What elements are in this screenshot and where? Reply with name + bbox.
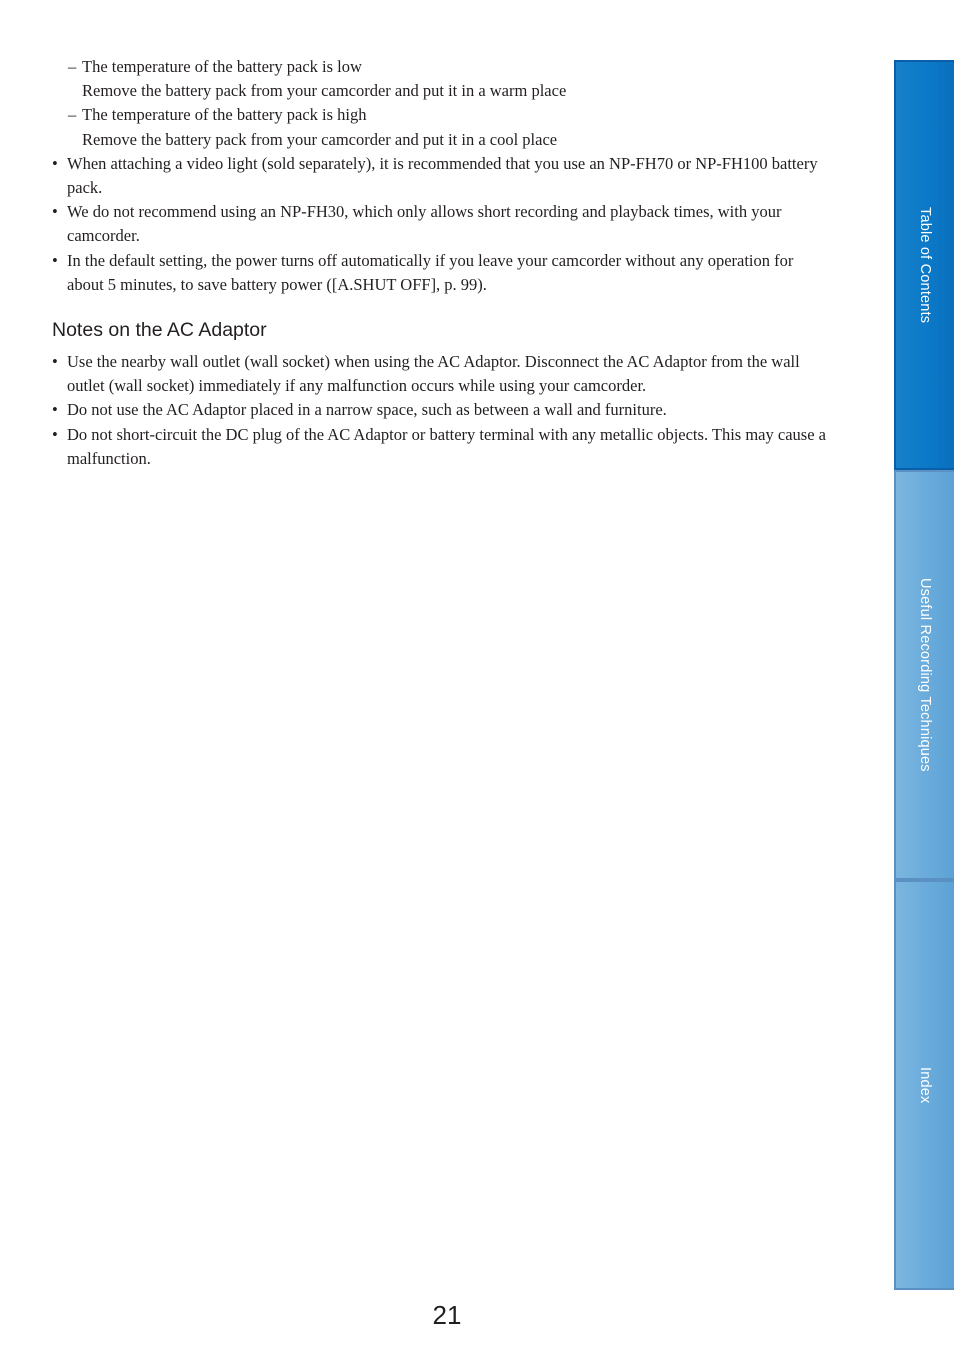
bullet-text: Do not short-circuit the DC plug of the AC Adaptor or battery terminal with any metallic objects. This may cause a malfunction.: [67, 424, 826, 468]
tab-label: Table of Contents: [917, 206, 933, 324]
bullet-text: When attaching a video light (sold separately), it is recommended that you use an NP-FH70 or NP-FH100 battery pack.: [67, 153, 818, 198]
dash-marker: –: [68, 57, 77, 76]
bullet-text: Use the nearby wall outlet (wall socket) when using the AC Adaptor. Disconnect the AC Adaptor from the wall outlet (wall socket) immediately if any malfunction occurs while using your camcorder.: [67, 352, 800, 396]
note-detail: Remove the battery pack from your camcorder and put it in a warm place: [82, 81, 567, 101]
note-title: The temperature of the battery pack is high: [82, 105, 367, 125]
bullet-marker: •: [52, 424, 58, 444]
note-title: The temperature of the battery pack is low: [82, 57, 362, 76]
tab-table-of-contents[interactable]: [894, 60, 954, 470]
bullet-text: Do not use the AC Adaptor placed in a narrow space, such as between a wall and furniture.: [67, 400, 667, 420]
bullet-marker: •: [52, 352, 58, 372]
list-item: [52, 423, 832, 471]
battery-notes-list: [52, 152, 832, 297]
tab-label: Useful Recording Techniques: [917, 578, 933, 772]
section-heading: Notes on the AC Adaptor: [52, 319, 267, 342]
bullet-marker: •: [52, 153, 58, 173]
list-item: [68, 103, 832, 127]
list-item: [52, 249, 832, 297]
list-item: [52, 152, 832, 200]
tab-useful-recording-techniques[interactable]: [894, 470, 954, 880]
side-tab-nav: [894, 60, 954, 1290]
page-content: [52, 55, 832, 471]
list-item: [52, 350, 832, 398]
tab-label: Index: [917, 1066, 933, 1104]
bullet-marker: •: [52, 202, 58, 222]
bullet-marker: •: [52, 250, 58, 270]
list-item: [52, 200, 832, 248]
tab-index[interactable]: [894, 880, 954, 1290]
list-item: [52, 398, 832, 422]
dash-marker: –: [68, 105, 77, 125]
note-detail: Remove the battery pack from your camcorder and put it in a cool place: [82, 129, 558, 149]
bullet-text: We do not recommend using an NP-FH30, which only allows short recording and playback times, with your camcorder.: [67, 202, 782, 246]
page-number: 21: [432, 1300, 462, 1330]
bullet-marker: •: [52, 400, 58, 420]
temperature-notes: [68, 55, 832, 152]
bullet-text: In the default setting, the power turns off automatically if you leave your camcorder without any operation for about 5 minutes, to save battery power ([A.SHUT OFF], p. 99).: [67, 250, 794, 294]
list-item: [68, 55, 832, 79]
ac-notes-list: [52, 350, 832, 471]
